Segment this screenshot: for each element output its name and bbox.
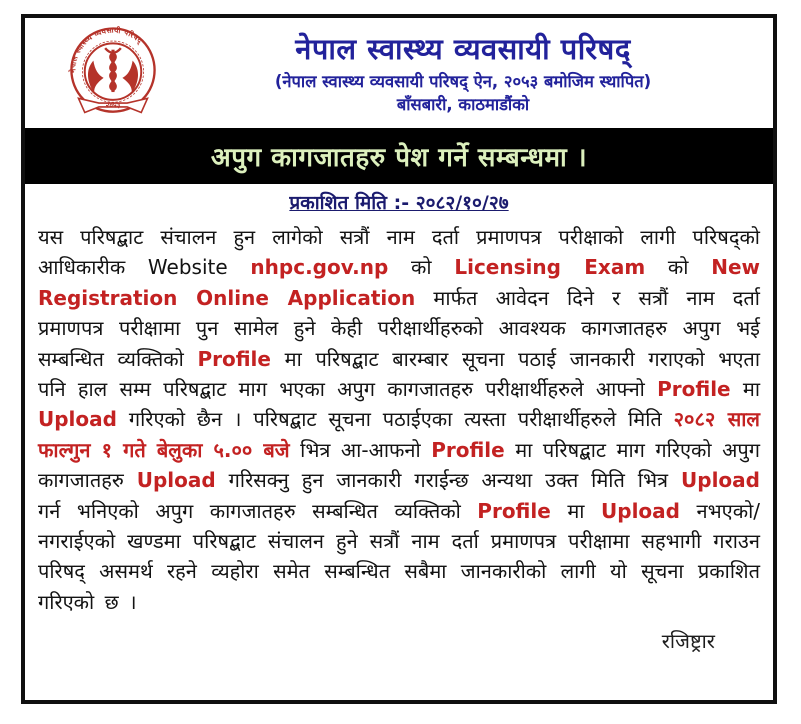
highlight-text: Upload bbox=[681, 468, 760, 493]
subject-title: अपुग कागजातहरु पेश गर्ने सम्बन्धमा । bbox=[210, 143, 588, 173]
highlight-text: Upload bbox=[38, 407, 117, 432]
body-text-run: को bbox=[388, 255, 455, 280]
body-text-run: नभएको/नगराईएको खण्डमा परिषद्बाट संचालन हुने सत्रौं नाम दर्ता प्रमाणपत्र परीक्षामा सहभागी गराउन परिषद् असमर्थ रहने व्यहोरा समेत सम्बन्धित सबैमा जानकारीको लागी यो सूचना प्रकाशित गरिएको छ । bbox=[38, 498, 761, 614]
letterhead-text bbox=[169, 33, 757, 115]
seal-year: २०५३ bbox=[105, 100, 121, 110]
highlight-text: Profile bbox=[431, 437, 505, 462]
highlight-text: New Registration Online Application bbox=[38, 255, 760, 310]
subject-bar bbox=[25, 128, 773, 184]
notice-sheet bbox=[21, 14, 777, 704]
highlight-text: Upload bbox=[136, 468, 216, 493]
body-text-run: मा परिषद्बाट माग गरिएको अपुग कागजातहरु bbox=[38, 437, 760, 493]
body-text-run: मा bbox=[730, 376, 761, 401]
org-name: नेपाल स्वास्थ्य व्यवसायी परिषद् bbox=[295, 31, 631, 66]
registrar-signature: रजिष्ट्रार bbox=[661, 629, 715, 654]
letterhead bbox=[25, 18, 773, 128]
body-text-run: को bbox=[645, 255, 712, 280]
highlight-text: nhpc.gov.np bbox=[250, 255, 389, 280]
notice-body bbox=[25, 215, 773, 617]
seal-icon bbox=[57, 23, 169, 125]
highlight-text: Licensing Exam bbox=[454, 255, 646, 280]
highlight-text: २०८२ साल फाल्गुन १ गते बेलुका ५.०० बजे bbox=[38, 407, 760, 462]
body-text-run: मा परिषद्बाट बारम्बार सूचना पठाई जानकारी गराएको भएता पनि हाल सम्म परिषद्बाट माग भएका अपुग कागजातहरु परीक्षार्थीहरुले आफ्नो bbox=[38, 346, 761, 401]
seal-arc-text: नेपाल स्वास्थ्य व्यवसायी परिषद् bbox=[68, 25, 145, 73]
highlight-text: Profile bbox=[657, 376, 731, 401]
highlight-text: Profile bbox=[197, 346, 271, 371]
body-text-run: मार्फत आवेदन दिने र सत्रौं नाम दर्ता प्रमाणपत्र परीक्षामा पुन सामेल हुने केही परीक्षार्थीहरुको आवश्यक कागजातहरु अपुग भई सम्बन्धित व्यक्तिको bbox=[38, 285, 760, 371]
body-text-run: गरिसक्नु हुन जानकारी गराईन्छ अन्यथा उक्त मिति भित्र bbox=[215, 468, 682, 493]
highlight-text: Profile bbox=[477, 498, 551, 523]
body-text-run: यस परिषद्बाट संचालन हुन लागेको सत्रौं नाम दर्ता प्रमाणपत्र परीक्षाको लागी परिषद्को आधिकारीक Website bbox=[38, 225, 760, 280]
establishment-line: (नेपाल स्वास्थ्य व्यवसायी परिषद् ऐन, २०५३ बमोजिम स्थापित) bbox=[274, 72, 652, 92]
address-line: बाँसबारी, काठमाडौंको bbox=[396, 95, 530, 115]
body-text-run: भित्र आ-आफनो bbox=[289, 437, 432, 462]
body-text-run: गरिएको छैन । परिषद्बाट सूचना पठाईएका त्यस्ता परीक्षार्थीहरुले मिति bbox=[116, 407, 674, 432]
highlight-text: Upload bbox=[601, 498, 680, 523]
body-text-run: मा bbox=[550, 498, 602, 523]
published-date: प्रकाशित मिति :- २०८२/१०/२७ bbox=[289, 192, 509, 214]
nhpc-seal-logo bbox=[57, 23, 169, 125]
body-text-run: गर्न भनिएको अपुग कागजातहरु सम्बन्धित व्यक्तिको bbox=[38, 498, 478, 523]
